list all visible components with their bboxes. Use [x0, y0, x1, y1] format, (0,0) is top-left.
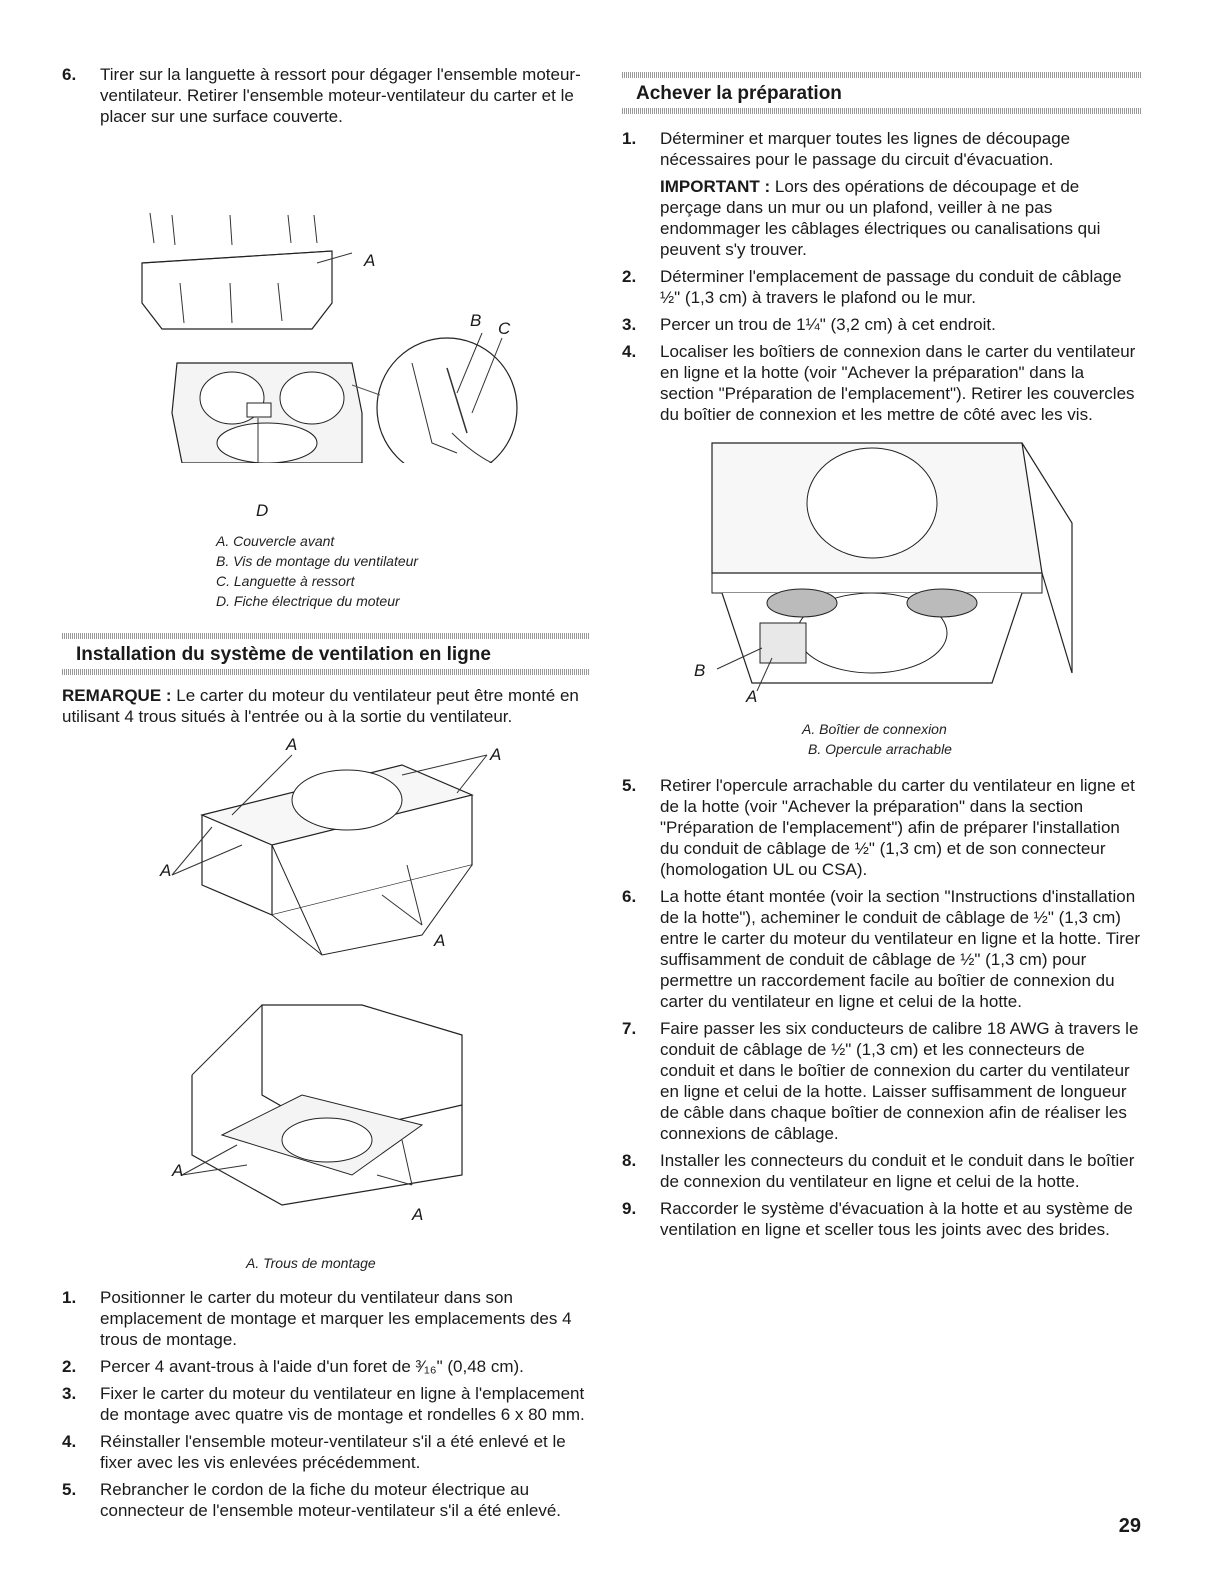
divider — [622, 108, 1142, 114]
remarque-text: Le carter du moteur du ventilateur peut être monté en utilisant 4 trous situés à l'entrée ou à la sortie du ventilateur. — [62, 686, 579, 726]
step-text: Faire passer les six conducteurs de calibre 18 AWG à travers le conduit de câblage de ½" (1,3 cm) et les connecteurs de conduit et dans le boîtier de connexion du carter du ventilateur en ligne et celui de la hotte. Laisser suffisamment de longueur de câble dans chaque boîtier de connexion afin de réaliser les connexions de câblage. — [660, 1019, 1139, 1143]
step-7 — [622, 1018, 1142, 1144]
figure-motor-removal — [62, 133, 590, 520]
step-3 — [622, 314, 1142, 335]
step-text: Localiser les boîtiers de connexion dans le carter du ventilateur en ligne et la hotte (voir "Achever la préparation" dans la section "Préparation de l'emplacement"). Retirer les couvercles du boîtier de connexion et les mettre de côté avec les vis. — [660, 342, 1136, 424]
step-text: Rebrancher le cordon de la fiche du moteur électrique au connecteur de l'ensemble moteur-ventilateur s'il a été enlevé. — [100, 1480, 562, 1520]
step-text: Percer un trou de 1¼" (3,2 cm) à cet endroit. — [660, 315, 996, 334]
step-8 — [622, 1150, 1142, 1192]
mounting-holes-illustration — [62, 735, 590, 1235]
label-c: C — [498, 319, 511, 338]
section-installation — [62, 633, 590, 675]
step-number: 2. — [622, 267, 637, 286]
step-text: Réinstaller l'ensemble moteur-ventilateur s'il a été enlevé et le fixer avec les vis enlevées précédemment. — [100, 1432, 566, 1472]
step-text: Percer 4 avant-trous à l'aide d'un foret de ³⁄₁₆" (0,48 cm). — [100, 1357, 524, 1376]
step-3 — [62, 1383, 590, 1425]
step-number: 4. — [622, 342, 637, 361]
step-number: 5. — [62, 1480, 77, 1499]
important-text: Lors des opérations de découpage et de perçage dans un mur ou un plafond, veiller à ne pas endommager les câblages électriques ou canalisations qui peuvent s'y trouver. — [660, 177, 1101, 259]
step-text: Déterminer l'emplacement de passage du conduit de câblage ½" (1,3 cm) à travers le plafond ou le mur. — [660, 267, 1122, 307]
right-column — [622, 72, 1142, 1246]
remarque-paragraph — [62, 685, 590, 727]
label-b: B — [470, 311, 482, 330]
step-5 — [62, 1479, 590, 1521]
label-d: D — [256, 501, 269, 520]
label-a: A — [412, 1205, 424, 1224]
step-9 — [622, 1198, 1142, 1240]
step-text — [660, 128, 1142, 170]
step-number: 1. — [62, 1288, 77, 1307]
step-2 — [622, 266, 1142, 308]
section-title: Installation du système de ventilation en ligne — [76, 644, 491, 665]
step-1-text: Déterminer et marquer toutes les lignes de découpage nécessaires pour le passage du circuit d'évacuation. — [660, 129, 1071, 169]
divider — [62, 669, 590, 675]
step-number: 9. — [622, 1199, 637, 1218]
figure-mounting-holes — [62, 735, 590, 1245]
step-text: Installer les connecteurs du conduit et le conduit dans le boîtier de connexion du ventilateur en ligne et celui de la hotte. — [660, 1151, 1135, 1191]
caption: B. Vis de montage du ventilateur — [216, 553, 419, 569]
step-number: 1. — [622, 129, 637, 148]
step-text: Retirer l'opercule arrachable du carter du ventilateur en ligne et de la hotte (voir "Achever la préparation" dans la section "Préparation de l'emplacement") afin de préparer l'installation du conduit de câblage de ½" (1,3 cm) et de son connecteur (homologation UL ou CSA). — [660, 776, 1135, 879]
caption: A. Boîtier de connexion — [802, 721, 947, 737]
step-text: Positionner le carter du moteur du ventilateur dans son emplacement de montage et marquer les emplacements des 4 trous de montage. — [100, 1288, 572, 1349]
step-number: 6. — [62, 65, 77, 84]
step-number: 7. — [622, 1019, 637, 1038]
label-a: A — [434, 931, 446, 950]
caption: B. Opercule arrachable — [808, 741, 952, 757]
step-1 — [622, 128, 1142, 170]
remarque-label: REMARQUE : — [62, 686, 172, 705]
caption: C. Languette à ressort — [216, 573, 355, 589]
step-number: 5. — [622, 776, 637, 795]
figure-2-caption: A. Trous de montage — [246, 1255, 376, 1271]
label-a: A — [364, 251, 376, 270]
step-4 — [62, 1431, 590, 1473]
caption: A. Couvercle avant — [216, 533, 335, 549]
step-2 — [62, 1356, 590, 1377]
page-number: 29 — [1118, 1515, 1141, 1537]
step-text: Fixer le carter du moteur du ventilateur en ligne à l'emplacement de montage avec quatre vis de montage et rondelles 6 x 80 mm. — [100, 1384, 585, 1424]
caption: D. Fiche électrique du moteur — [216, 593, 400, 609]
step-number: 3. — [622, 315, 637, 334]
step-number: 4. — [62, 1432, 77, 1451]
label-a: A — [160, 861, 172, 880]
right-steps-top — [622, 128, 1142, 425]
label-a: A — [172, 1161, 184, 1180]
step-6 — [62, 64, 590, 127]
step-number: 3. — [62, 1384, 77, 1403]
step-4 — [622, 341, 1142, 425]
step-number: 8. — [622, 1151, 637, 1170]
step-6 — [622, 886, 1142, 1012]
step-1 — [62, 1287, 590, 1350]
left-steps — [62, 1287, 590, 1521]
important-label: IMPORTANT : — [660, 177, 771, 196]
step-number: 6. — [622, 887, 637, 906]
figure-connection-box — [622, 433, 1142, 713]
left-column — [62, 64, 590, 1527]
label-b: B — [694, 661, 706, 680]
right-steps-bottom — [622, 775, 1142, 1240]
step-text: Raccorder le système d'évacuation à la hotte et au système de ventilation en ligne et sceller tous les joints avec des brides. — [660, 1199, 1133, 1239]
step-text: La hotte étant montée (voir la section "Instructions d'installation de la hotte"), acheminer le conduit de câblage de ½" (1,3 cm) entre le carter du moteur du ventilateur en ligne et la hotte. Tirer suffisamment de conduit de câblage de ½" (1,3 cm) pour permettre un raccordement facile au boîtier de connexion du carter du ventilateur en ligne et celui de la hotte. — [660, 887, 1141, 1011]
motor-removal-illustration — [62, 133, 590, 463]
important-note — [660, 176, 1142, 260]
step-number: 2. — [62, 1357, 77, 1376]
label-a: A — [490, 745, 502, 764]
section-achever — [622, 72, 1142, 114]
figure-3-captions — [802, 719, 1142, 759]
label-a: A — [286, 735, 298, 754]
step-text: Tirer sur la languette à ressort pour dégager l'ensemble moteur-ventilateur. Retirer l'ensemble moteur-ventilateur du carter et le placer sur une surface couverte. — [100, 65, 581, 126]
section-title: Achever la préparation — [636, 83, 842, 104]
label-a: A — [746, 687, 758, 706]
step-5 — [622, 775, 1142, 880]
figure-1-captions — [216, 531, 590, 611]
